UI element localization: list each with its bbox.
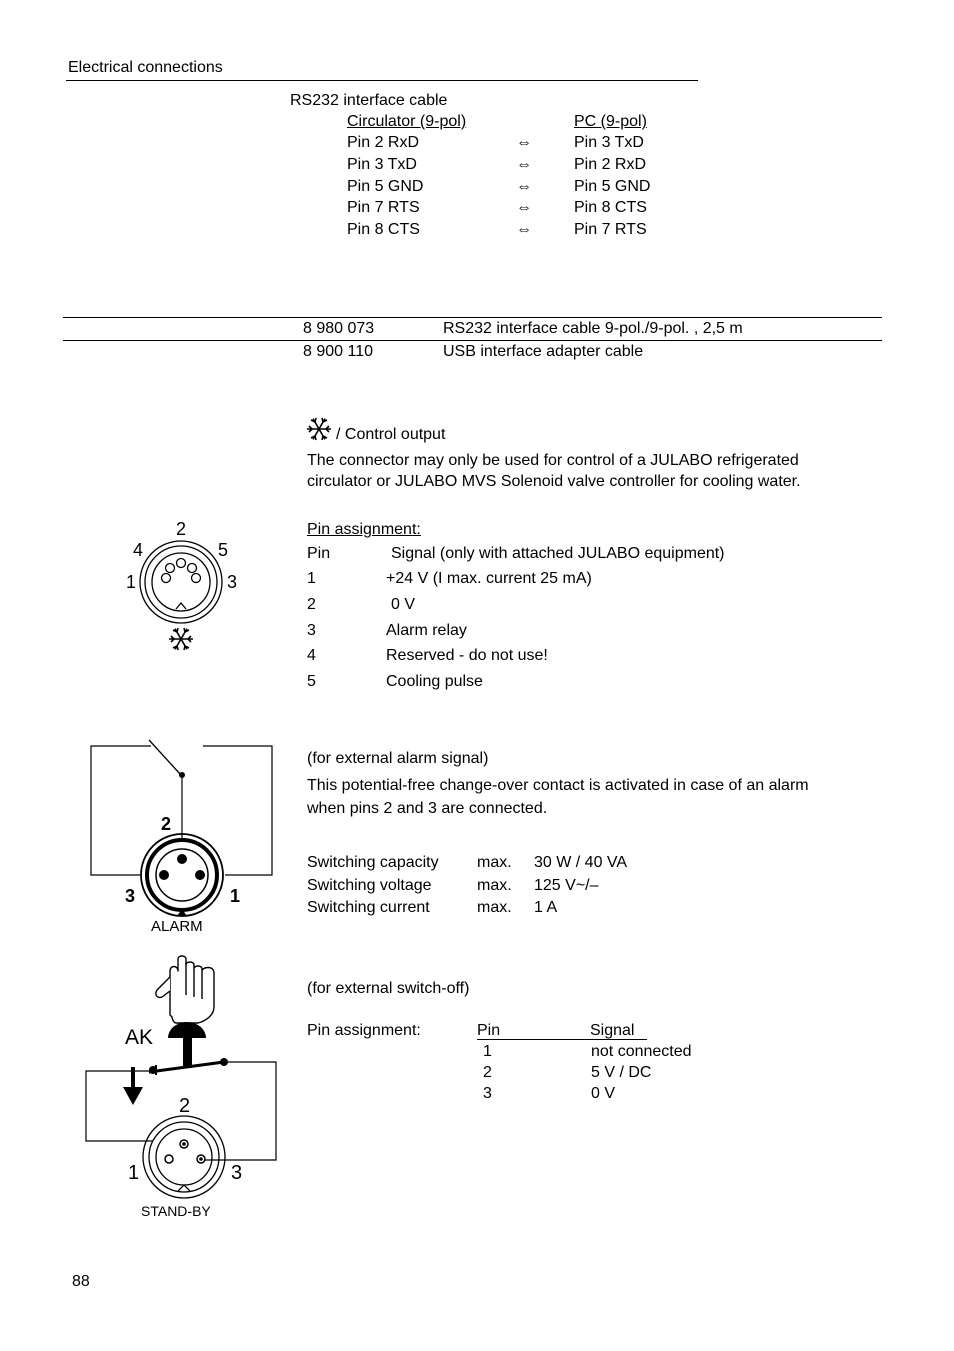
pin-signal: Reserved - do not use! [386, 647, 548, 664]
pin-number: 1 [307, 570, 316, 587]
alarm-description: This potential-free change-over contact is activated in case of an alarm [307, 777, 809, 794]
pin-assignment-label: Pin assignment: [307, 1022, 421, 1039]
snowflake-icon [305, 415, 333, 443]
hand-pointer-icon [156, 956, 214, 1023]
spec-label: Switching capacity [307, 854, 439, 871]
pin-number: 2 [307, 596, 316, 613]
standby-connector-name: STAND-BY [141, 1203, 211, 1219]
rs232-col-right: PC (9-pol) [574, 113, 647, 130]
connector-pin-label: 2 [176, 519, 187, 539]
connector-pin-label: 3 [125, 886, 136, 906]
rs232-row-right: Pin 5 GND [574, 178, 651, 195]
connector-pin-label: 2 [161, 814, 172, 834]
connector-pin-label: 5 [218, 540, 229, 560]
spec-value: 30 W / 40 VA [534, 854, 628, 871]
alarm-subtitle: (for external alarm signal) [307, 750, 489, 767]
control-output-description: The connector may only be used for control of a JULABO refrigerated [307, 452, 799, 469]
control-output-title: / Control output [336, 426, 446, 443]
accessory-description: RS232 interface cable 9-pol./9-pol. , 2,5 m [443, 320, 743, 337]
rs232-title: RS232 interface cable [290, 92, 448, 109]
standby-subtitle: (for external switch-off) [307, 980, 470, 997]
standby-connector-diagram [80, 955, 285, 1200]
accessory-number: 8 900 110 [303, 343, 373, 360]
signal-header: Signal (only with attached JULABO equipment) [391, 545, 725, 562]
standby-header-rule [477, 1039, 647, 1040]
rs232-row-left: Pin 2 RxD [347, 134, 420, 151]
pin-number: 4 [307, 647, 316, 664]
pin-signal: Cooling pulse [386, 673, 483, 690]
spec-label: Switching voltage [307, 877, 432, 894]
accessory-number: 8 980 073 [303, 320, 375, 337]
rs232-row-right: Pin 7 RTS [574, 221, 647, 238]
spec-value: 1 A [534, 899, 558, 916]
spec-limit: max. [477, 899, 512, 916]
pin-assignment-label: Pin assignment: [307, 521, 421, 538]
accessories-rule-top [63, 317, 882, 318]
pin-signal: 0 V [391, 596, 416, 613]
alarm-connector-name: ALARM [151, 918, 203, 935]
pin-header: Pin [307, 545, 331, 562]
pin-number: 1 [483, 1043, 492, 1060]
connector-pin-label: 1 [230, 886, 241, 906]
rs232-row-right: Pin 8 CTS [574, 199, 647, 216]
connector-pin-label: 1 [128, 1162, 140, 1184]
control-output-description: circulator or JULABO MVS Solenoid valve controller for cooling water. [307, 473, 801, 490]
pin-header: Pin [477, 1022, 501, 1039]
alarm-description: when pins 2 and 3 are connected. [307, 800, 548, 817]
rs232-row-left: Pin 8 CTS [347, 221, 420, 238]
swap-arrow-icon: ⇔ [516, 134, 532, 151]
spec-limit: max. [477, 877, 512, 894]
spec-limit: max. [477, 854, 512, 871]
rs232-col-left: Circulator (9-pol) [347, 113, 467, 130]
connector-pin-label: 2 [179, 1095, 191, 1117]
rs232-row-left: Pin 3 TxD [347, 156, 417, 173]
section-title: Electrical connections [68, 59, 223, 76]
swap-arrow-icon: ⇔ [516, 199, 532, 216]
pin-signal: 5 V / DC [591, 1064, 652, 1081]
rs232-row-left: Pin 7 RTS [347, 199, 420, 216]
rs232-row-right: Pin 3 TxD [574, 134, 644, 151]
swap-arrow-icon: ⇔ [516, 178, 532, 195]
pin-signal: Alarm relay [386, 622, 467, 639]
pin-number: 5 [307, 673, 316, 690]
pin-signal: not connected [591, 1043, 692, 1060]
connector-pin-label: 3 [231, 1162, 243, 1184]
pin-signal: +24 V (I max. current 25 mA) [386, 570, 592, 587]
spec-value: 125 V~/– [534, 877, 599, 894]
ak-label: AK [125, 1026, 154, 1049]
header-rule [66, 80, 698, 81]
connector-pin-label: 1 [126, 572, 137, 592]
alarm-connector-diagram [85, 735, 280, 905]
accessory-description: USB interface adapter cable [443, 343, 644, 360]
signal-header: Signal [590, 1022, 635, 1039]
pin-signal: 0 V [591, 1085, 616, 1102]
connector-pin-label: 3 [227, 572, 238, 592]
accessories-rule-bottom [63, 340, 882, 341]
pin-number: 3 [483, 1085, 492, 1102]
rs232-row-left: Pin 5 GND [347, 178, 424, 195]
rs232-row-right: Pin 2 RxD [574, 156, 647, 173]
spec-label: Switching current [307, 899, 430, 916]
swap-arrow-icon: ⇔ [516, 221, 532, 238]
swap-arrow-icon: ⇔ [516, 156, 532, 173]
pin-number: 2 [483, 1064, 492, 1081]
page-number: 88 [72, 1273, 90, 1290]
connector-pin-label: 4 [133, 540, 144, 560]
pin-number: 3 [307, 622, 316, 639]
